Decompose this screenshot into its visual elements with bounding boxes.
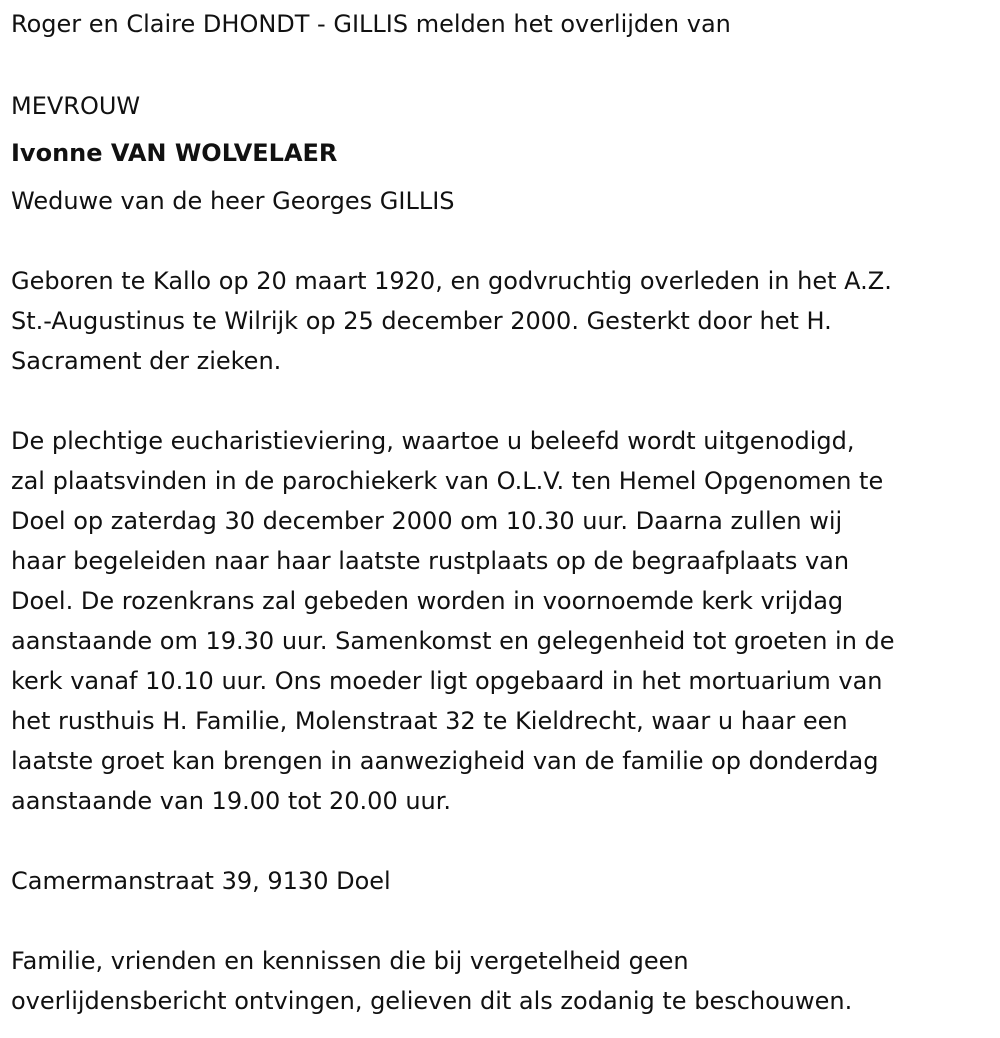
paragraph-line: het rusthuis H. Familie, Molenstraat 32 te Kieldrecht, waar u haar een [11,707,848,735]
paragraph-line: De plechtige eucharistieviering, waartoe u beleefd wordt uitgenodigd, [11,427,855,455]
paragraph-line: Sacrament der zieken. [11,347,282,375]
honorific: MEVROUW [11,92,141,120]
paragraph-line: aanstaande van 19.00 tot 20.00 uur. [11,787,452,815]
address-text: Camermanstraat 39, 9130 Doel [11,867,391,895]
paragraph-line: laatste groet kan brengen in aanwezigheid van de familie op donderdag [11,747,879,775]
paragraph-line: St.-Augustinus te Wilrijk op 25 december 2000. Gesterkt door het H. [11,307,832,335]
ceremony-paragraph [11,421,895,821]
paragraph-line: zal plaatsvinden in de parochiekerk van O.L.V. ten Hemel Opgenomen te [11,467,884,495]
paragraph-line: Familie, vrienden en kennissen die bij vergetelheid geen [11,947,689,975]
paragraph-line: Doel op zaterdag 30 december 2000 om 10.30 uur. Daarna zullen wij [11,507,843,535]
relation-text: Weduwe van de heer Georges GILLIS [11,187,455,215]
paragraph-line: Doel. De rozenkrans zal gebeden worden in voornoemde kerk vrijdag [11,587,844,615]
birth-death-paragraph [11,261,892,381]
deceased-name: Ivonne VAN WOLVELAER [11,139,338,167]
paragraph-line: Geboren te Kallo op 20 maart 1920, en godvruchtig overleden in het A.Z. [11,267,892,295]
paragraph-line: aanstaande om 19.30 uur. Samenkomst en gelegenheid tot groeten in de [11,627,895,655]
paragraph-line: haar begeleiden naar haar laatste rustplaats op de begraafplaats van [11,547,850,575]
paragraph-line: kerk vanaf 10.10 uur. Ons moeder ligt opgebaard in het mortuarium van [11,667,883,695]
intro-text: Roger en Claire DHONDT - GILLIS melden het overlijden van [11,10,731,38]
closing-paragraph [11,941,852,1021]
paragraph-line: overlijdensbericht ontvingen, gelieven dit als zodanig te beschouwen. [11,987,853,1015]
